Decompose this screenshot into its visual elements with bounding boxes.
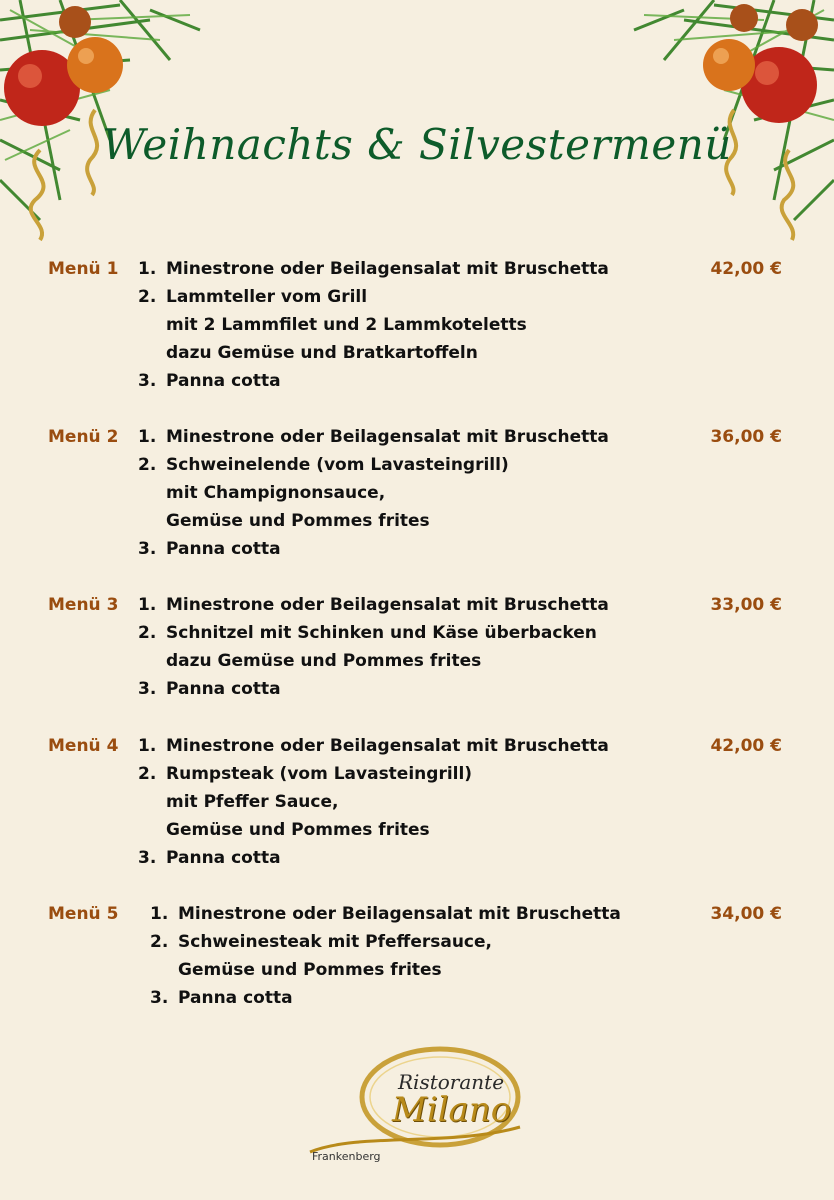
menu-price: 42,00 € xyxy=(710,259,782,279)
course-text: Schnitzel mit Schinken und Käse überbacken xyxy=(166,623,597,643)
course-list xyxy=(138,591,609,703)
course-text: dazu Gemüse und Pommes frites xyxy=(166,651,482,671)
course-text: mit Pfeffer Sauce, xyxy=(166,792,339,812)
course-text: Panna cotta xyxy=(166,539,281,559)
course-item xyxy=(150,984,621,1012)
menu-label: Menü 5 xyxy=(48,904,119,924)
course-item xyxy=(138,591,609,619)
course-text: Minestrone oder Beilagensalat mit Bruschetta xyxy=(178,904,621,924)
course-item xyxy=(138,732,609,760)
menu-price: 36,00 € xyxy=(710,427,782,447)
course-item xyxy=(150,900,621,928)
menu-label: Menü 3 xyxy=(48,595,119,615)
course-item xyxy=(138,760,609,844)
menu-price: 42,00 € xyxy=(710,736,782,756)
course-item xyxy=(138,367,609,395)
course-text: Gemüse und Pommes frites xyxy=(166,511,430,531)
course-item xyxy=(138,255,609,283)
course-text: mit 2 Lammfilet und 2 Lammkoteletts xyxy=(166,315,527,335)
course-number: 2. xyxy=(138,623,157,643)
course-item xyxy=(150,928,621,984)
course-number: 1. xyxy=(150,904,169,924)
course-number: 3. xyxy=(138,371,157,391)
course-text: Panna cotta xyxy=(166,371,281,391)
course-number: 1. xyxy=(138,736,157,756)
menu-label: Menü 2 xyxy=(48,427,119,447)
course-item xyxy=(138,535,609,563)
course-text: Schweinesteak mit Pfeffersauce, xyxy=(178,932,493,952)
course-text: dazu Gemüse und Bratkartoffeln xyxy=(166,343,478,363)
course-list xyxy=(150,900,621,1012)
course-item xyxy=(138,844,609,872)
menu-price: 33,00 € xyxy=(710,595,782,615)
course-number: 2. xyxy=(138,287,157,307)
page-title: Weihnachts & Silvestermenü xyxy=(102,120,732,169)
course-text: mit Champignonsauce, xyxy=(166,483,386,503)
course-number: 2. xyxy=(138,764,157,784)
course-number: 2. xyxy=(138,455,157,475)
course-number: 3. xyxy=(138,539,157,559)
course-text: Gemüse und Pommes frites xyxy=(166,820,430,840)
course-text: Schweinelende (vom Lavasteingrill) xyxy=(166,455,509,475)
logo-text-ristorante: Ristorante xyxy=(398,1070,505,1094)
course-item xyxy=(138,619,609,675)
course-number: 2. xyxy=(150,932,169,952)
restaurant-logo xyxy=(300,1042,540,1172)
course-number: 3. xyxy=(150,988,169,1008)
course-text: Panna cotta xyxy=(166,679,281,699)
course-text: Rumpsteak (vom Lavasteingrill) xyxy=(166,764,473,784)
course-list xyxy=(138,732,609,872)
course-number: 1. xyxy=(138,427,157,447)
course-text: Minestrone oder Beilagensalat mit Bruschetta xyxy=(166,595,609,615)
course-item xyxy=(138,423,609,451)
menu-label: Menü 4 xyxy=(48,736,119,756)
logo-text-place: Frankenberg xyxy=(312,1150,381,1163)
course-text: Lammteller vom Grill xyxy=(166,287,368,307)
menu-label: Menü 1 xyxy=(48,259,119,279)
course-list xyxy=(138,423,609,563)
course-item xyxy=(138,675,609,703)
logo-text-milano: Milano xyxy=(392,1090,512,1130)
course-item xyxy=(138,451,609,535)
course-text: Minestrone oder Beilagensalat mit Bruschetta xyxy=(166,259,609,279)
menu-price: 34,00 € xyxy=(710,904,782,924)
course-text: Gemüse und Pommes frites xyxy=(178,960,442,980)
course-number: 3. xyxy=(138,679,157,699)
course-number: 1. xyxy=(138,595,157,615)
course-list xyxy=(138,255,609,395)
course-text: Minestrone oder Beilagensalat mit Bruschetta xyxy=(166,736,609,756)
course-text: Minestrone oder Beilagensalat mit Bruschetta xyxy=(166,427,609,447)
course-text: Panna cotta xyxy=(166,848,281,868)
course-text: Panna cotta xyxy=(178,988,293,1008)
course-number: 1. xyxy=(138,259,157,279)
course-number: 3. xyxy=(138,848,157,868)
course-item xyxy=(138,283,609,367)
